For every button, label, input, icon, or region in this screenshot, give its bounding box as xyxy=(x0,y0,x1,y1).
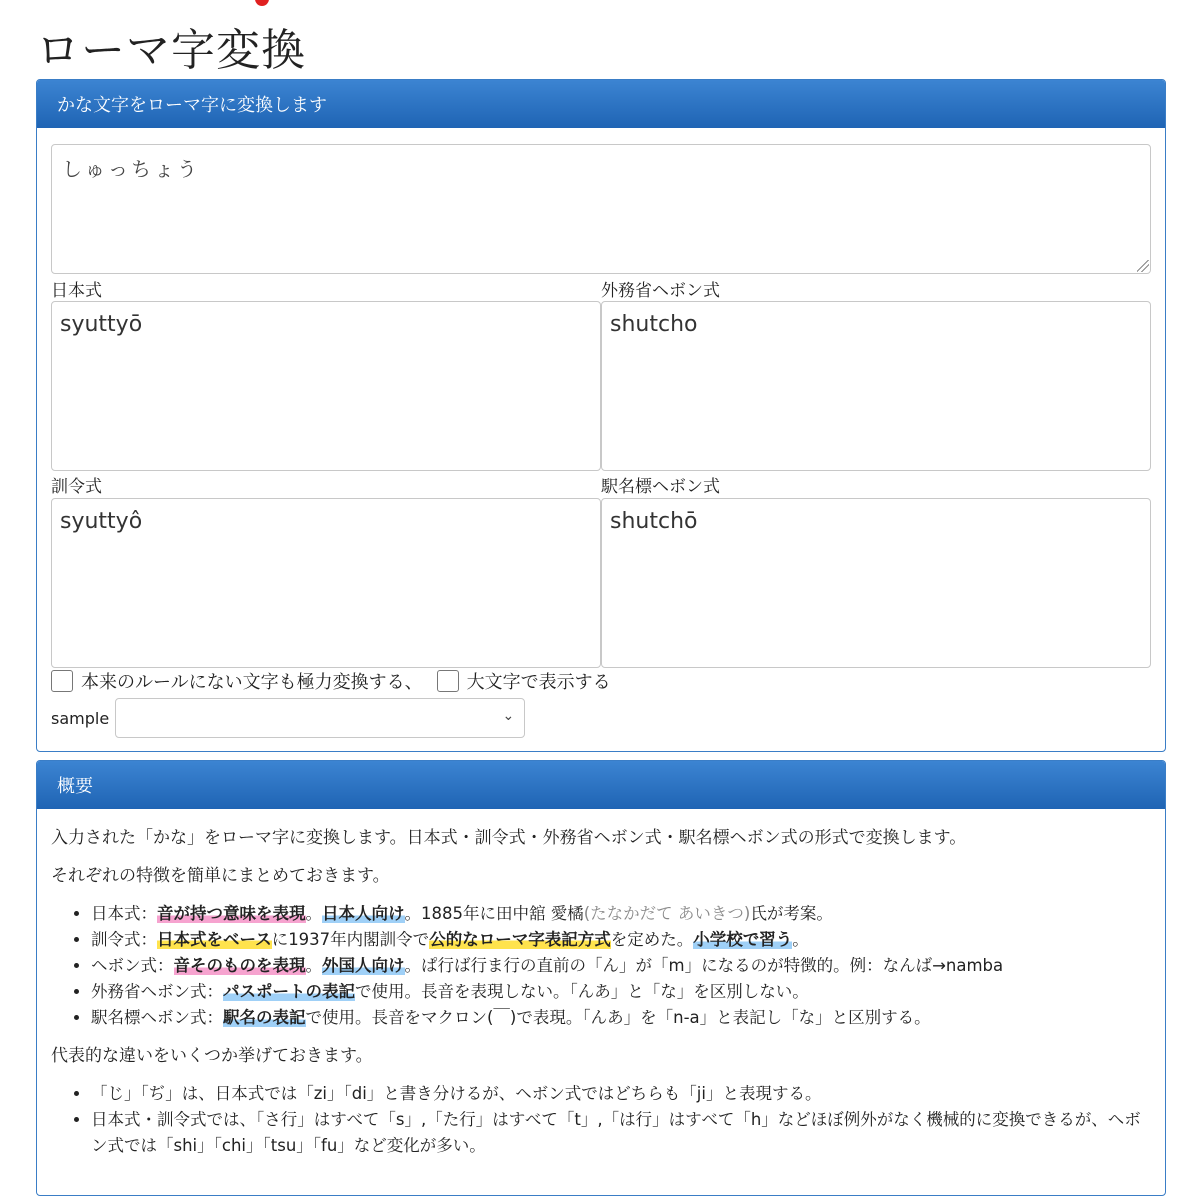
feature-text: 氏が考案。 xyxy=(750,904,833,923)
converter-header: かな文字をローマ字に変換します xyxy=(37,80,1165,128)
ekimei-label: 駅名標ヘボン式 xyxy=(601,477,720,497)
force-convert-checkbox[interactable] xyxy=(51,670,73,692)
overview-header: 概要 xyxy=(37,761,1165,809)
chevron-down-icon: ⌄ xyxy=(502,708,515,724)
converter-panel xyxy=(36,79,1166,752)
overview-summary-lead: それぞれの特徴を簡単にまとめておきます。 xyxy=(51,866,390,886)
force-convert-label: 本来のルールにない文字も極力変換する、 xyxy=(81,672,423,693)
feature-text: 。 xyxy=(305,956,322,975)
uppercase-label: 大文字で表示する xyxy=(466,672,611,693)
feature-text: に1937年内閣訓令で xyxy=(271,930,430,949)
highlight: パスポートの表記 xyxy=(223,982,355,1001)
feature-prefix: ヘボン式： xyxy=(91,956,174,975)
highlight: 公的なローマ字表記方式 xyxy=(429,930,611,949)
highlight: 小学校で習う xyxy=(693,930,793,949)
feature-prefix: 訓令式： xyxy=(91,930,157,949)
sample-select[interactable] xyxy=(115,698,525,738)
overview-panel xyxy=(36,760,1166,1196)
highlight: 外国人向け xyxy=(322,956,405,975)
diff-item: • 日本式・訓令式では、「さ行」はすべて「s」,「た行」はすべて「t」,「は行」はすべて「h」などほぼ例外がなく機械的に変換できるが、ヘボン式では「shi」「chi」「tsu」「fu」など変化が多い。 xyxy=(91,1107,1155,1159)
overview-diff-lead: 代表的な違いをいくつか挙げておきます。 xyxy=(51,1046,373,1066)
overview-intro: 入力された「かな」をローマ字に変換します。日本式・訓令式・外務省ヘボン式・駅名標ヘボン式の形式で変換します。 xyxy=(51,828,967,848)
highlight: 音が持つ意味を表現 xyxy=(157,904,306,923)
ekimei-output[interactable]: shutchō xyxy=(601,498,1151,668)
feature-kunrei xyxy=(91,927,1155,953)
highlight: 日本人向け xyxy=(322,904,405,923)
kunrei-label: 訓令式 xyxy=(51,477,102,497)
kana-input[interactable]: しゅっちょう xyxy=(51,144,1151,274)
highlight: 音そのものを表現 xyxy=(173,956,306,975)
feature-prefix: 外務省ヘボン式： xyxy=(91,982,223,1001)
feature-text: で使用。長音を表現しない。「んあ」と「な」を区別しない。 xyxy=(355,982,809,1001)
feature-list xyxy=(51,901,1155,1031)
feature-prefix: 日本式： xyxy=(91,904,157,923)
feature-text: を定めた。 xyxy=(610,930,694,949)
nihon-label: 日本式 xyxy=(51,281,102,301)
diff-item: • 「じ」「ぢ」は、日本式では「zi」「di」と書き分けるが、ヘボン式ではどちらも「ji」と表現する。 xyxy=(91,1081,1155,1107)
overview-content xyxy=(51,825,1155,1171)
feature-ekimei xyxy=(91,1005,1155,1031)
options-row xyxy=(51,668,611,694)
uppercase-checkbox[interactable] xyxy=(437,670,459,692)
logo-mark xyxy=(255,0,269,6)
kunrei-output[interactable]: syuttyô xyxy=(51,498,601,668)
feature-prefix: 駅名標ヘボン式： xyxy=(91,1008,223,1027)
page-title: ローマ字変換 xyxy=(36,25,306,76)
feature-text: で使用。長音をマクロン(￣)で表現。「んあ」を「n-a」と表記し「な」と区別する。 xyxy=(305,1008,931,1027)
feature-text: 。 xyxy=(792,930,809,949)
nihon-output[interactable]: syuttyō xyxy=(51,301,601,471)
highlight: 駅名の表記 xyxy=(223,1008,306,1027)
gaimusho-output[interactable]: shutcho xyxy=(601,301,1151,471)
highlight: 日本式をベース xyxy=(157,930,272,949)
feature-hepburn xyxy=(91,953,1155,979)
sample-label: sample xyxy=(51,708,110,728)
sample-row xyxy=(51,698,525,738)
feature-text: 。ぱ行ば行ま行の直前の「ん」が「m」になるのが特徴的。例：なんば→namba xyxy=(404,956,1004,975)
feature-text: 。 xyxy=(305,904,322,923)
gaimusho-label: 外務省ヘボン式 xyxy=(601,281,720,301)
feature-gaimusho xyxy=(91,979,1155,1005)
feature-text: 。1885年に田中舘 愛橘 xyxy=(404,904,584,923)
diff-list xyxy=(51,1081,1155,1159)
reading-text: (たなかだて あいきつ) xyxy=(583,904,751,923)
feature-nihon xyxy=(91,901,1155,927)
